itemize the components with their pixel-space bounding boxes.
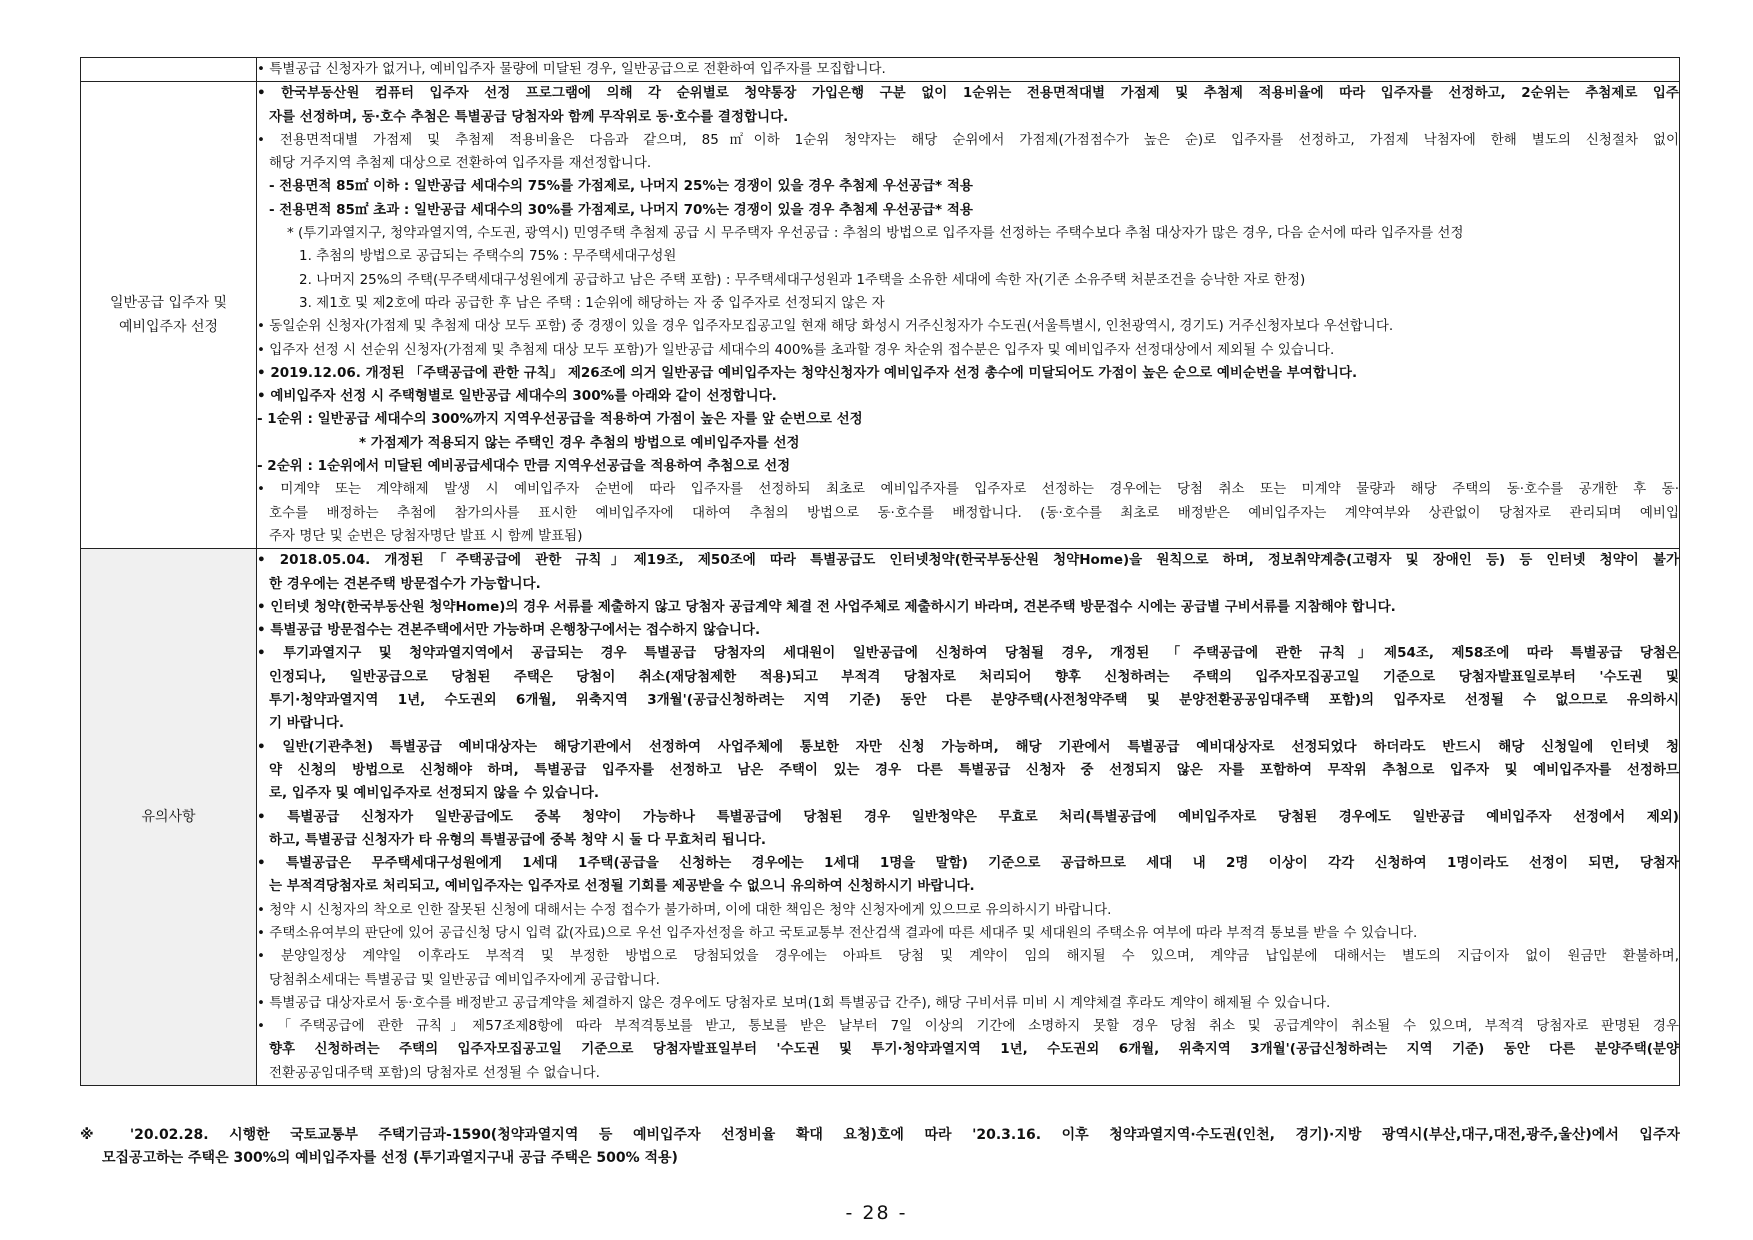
text-line: - 전용면적 85㎡ 이하 : 일반공급 세대수의 75%를 가점제로, 나머지 25%는 경쟁이 있을 경우 추첨제 우선공급* 적용: [269, 178, 973, 195]
bullet-item: • 특별공급 방문접수는 견본주택에서만 가능하며 은행창구에서는 접수하지 않습니다.: [257, 619, 1679, 642]
text-line: 약 신청의 방법으로 신청해야 하며, 특별공급 입주자를 선정하고 남은 주택이 있는 경우 다른 특별공급 신청자 중 선정되지 않은 자를 포함하여 무작위 추첨으로 입주자 및 예비입주자를 선정하므: [269, 761, 1679, 778]
text-line: * (투기과열지구, 청약과열지역, 수도권, 광역시) 민영주택 추첨제 공급 시 무주택자 우선공급 : 추첨의 방법으로 입주자를 선정하는 주택수보다 추첨 대상자가 많은 경우, 다음 순서에 따라 입주자를 선정: [287, 225, 1464, 242]
table-row: [81, 82, 1680, 549]
bullet-item: • 전용면적대별 가점제 및 추첨제 적용비율은 다음과 같으며, 85㎡이하 1순위 청약자는 해당 순위에서 가점제(가점점수가 높은 순)로 입주자를 선정하고, 가점제 낙첨자에 한해 별도의 신청절차 없이: [257, 129, 1679, 152]
footnote-line: ※ '20.02.28. 시행한 국토교통부 주택기금과-1590(청약과열지역 등 예비입주자 선정비율 확대 요청)호에 따라 '20.3.16. 이후 청약과열지역·수도권(인천, 경기)·지방 광역시(부산,대구,대전,광주,울산)에서 입주자: [80, 1127, 1680, 1143]
text-line: 3. 제1호 및 제2호에 따라 공급한 후 남은 주택 : 1순위에 해당하는 자 중 입주자로 선정되지 않은 자: [299, 294, 885, 311]
text-line: 2. 나머지 25%의 주택(무주택세대구성원에게 공급하고 남은 주택 포함) : 무주택세대구성원과 1주택을 소유한 세대에 속한 자(기존 소유주택 처분조건을 승낙한 자로 한정): [299, 271, 1306, 288]
bullet-item: • 청약 시 신청자의 착오로 인한 잘못된 신청에 대해서는 수정 접수가 불가하며, 이에 대한 책임은 청약 신청자에게 있으므로 유의하시기 바랍니다.: [257, 899, 1679, 922]
text-line: - 전용면적 85㎡ 초과 : 일반공급 세대수의 30%를 가점제로, 나머지 70%는 경쟁이 있을 경우 추첨제 우선공급* 적용: [269, 201, 973, 218]
row-content: [257, 82, 1680, 549]
bullet-item: • 입주자 선정 시 선순위 신청자(가점제 및 추첨제 대상 모두 포함)가 일반공급 세대수의 400%를 초과할 경우 차순위 접수분은 입주자 및 예비입주자 선정대상에서 제외될 수 있습니다.: [257, 339, 1679, 362]
bullet-item: • 예비입주자 선정 시 주택형별로 일반공급 세대수의 300%를 아래와 같이 선정합니다.: [257, 385, 1679, 408]
text-line: - 2순위 : 1순위에서 미달된 예비공급세대수 만큼 지역우선공급을 적용하여 추첨으로 선정: [257, 458, 791, 475]
notice-table: [80, 57, 1680, 1086]
row-content: [257, 549, 1680, 1086]
row-label-line: 유의사항: [141, 809, 196, 826]
table-row: [81, 58, 1680, 82]
bullet-item: • 주택소유여부의 판단에 있어 공급신청 당시 입력 값(자료)으로 우선 입주자선정을 하고 국토교통부 전산검색 결과에 따른 세대주 및 세대원의 주택소유 여부에 따라 부적격 통보를 받을 수 있습니다.: [257, 922, 1679, 945]
bullet-item: • 인터넷 청약(한국부동산원 청약Home)의 경우 서류를 제출하지 않고 당첨자 공급계약 체결 전 사업주체로 제출하시기 바라며, 견본주택 방문접수 시에는 공급별 구비서류를 지참해야 합니다.: [257, 596, 1679, 619]
bullet-item: • 특별공급 대상자로서 동·호수를 배정받고 공급계약을 체결하지 않은 경우에도 당첨자로 보며(1회 특별공급 간주), 해당 구비서류 미비 시 계약체결 후라도 계약이 해제될 수 있습니다.: [257, 992, 1679, 1015]
row-label-general-supply: [81, 82, 257, 549]
text-line: 로, 입주자 및 예비입주자로 선정되지 않을 수 있습니다.: [269, 785, 600, 802]
text-line: 자를 선정하며, 동·호수 추첨은 특별공급 당첨자와 함께 무작위로 동·호수를 결정합니다.: [269, 108, 789, 125]
footnote-line: 모집공고하는 주택은 300%의 예비입주자를 선정 (투기과열지구내 공급 주택은 500% 적용): [102, 1150, 678, 1167]
text-line: 호수를 배정하는 추첨에 참가의사를 표시한 예비입주자에 대하여 추첨의 방법으로 동·호수를 배정합니다. (동·호수를 최초로 배정받은 예비입주자는 계약여부와 상관없이 당첨자로 관리되며 예비입: [269, 504, 1679, 521]
text-line: 는 부적격당첨자로 처리되고, 예비입주자는 입주자로 선정될 기회를 제공받을 수 없으니 유의하여 신청하시기 바랍니다.: [269, 878, 975, 895]
bullet-item: • 미계약 또는 계약해제 발생 시 예비입주자 순번에 따라 입주자를 선정하되 최초로 예비입주자를 입주자로 선정하는 경우에는 당첨 취소 또는 미계약 물량과 해당 주택의 동·호수를 공개한 후 동·: [257, 478, 1679, 501]
bullet-item: • 분양일정상 계약일 이후라도 부적격 및 부정한 방법으로 당첨되었을 경우에는 아파트 당첨 및 계약이 임의 해지될 수 있으며, 계약금 납입분에 대해서는 별도의 지급이자 없이 원금만 환불하며,: [257, 945, 1679, 968]
table-row: [81, 549, 1680, 1086]
bullet-item: • 특별공급 신청자가 일반공급에도 중복 청약이 가능하나 특별공급에 당첨된 경우 일반청약은 무효로 처리(특별공급에 예비입주자로 당첨된 경우에도 일반공급 예비입주자 선정에서 제외): [257, 806, 1679, 829]
text-line: 투기·청약과열지역 1년, 수도권외 6개월, 위축지역 3개월'(공급신청하려는 지역 기준) 동안 다른 분양주택(사전청약주택 및 분양전환공공임대주택 포함)의 입주자로 선정될 수 없으므로 유의하시: [269, 692, 1679, 709]
bullet-item: • 특별공급 신청자가 없거나, 예비입주자 물량에 미달된 경우, 일반공급으로 전환하여 입주자를 모집합니다.: [257, 58, 1679, 81]
bullet-item: • 투기과열지구 및 청약과열지역에서 공급되는 경우 특별공급 당첨자의 세대원이 일반공급에 신청하여 당첨될 경우, 개정된 「주택공급에 관한 규칙」제54조, 제58조에 따라 특별공급 당첨은: [257, 642, 1679, 665]
footnote: [80, 1124, 1680, 1171]
row-label-line: 일반공급 입주자 및: [109, 295, 228, 312]
text-line: 한 경우에는 견본주택 방문접수가 가능합니다.: [269, 575, 541, 592]
row-label-empty: [81, 58, 257, 82]
text-line: 하고, 특별공급 신청자가 타 유형의 특별공급에 중복 청약 시 둘 다 무효처리 됩니다.: [269, 831, 767, 848]
text-line: * 가점제가 적용되지 않는 주택인 경우 추첨의 방법으로 예비입주자를 선정: [359, 434, 800, 451]
page-number: - 28 -: [845, 1202, 908, 1224]
text-line: 당첨취소세대는 특별공급 및 일반공급 예비입주자에게 공급합니다.: [269, 971, 660, 988]
row-content: [257, 58, 1680, 82]
text-line: 기 바랍니다.: [269, 715, 345, 732]
bullet-item: • 「주택공급에 관한 규칙」제57조제8항에 따라 부적격통보를 받고, 통보를 받은 날부터 7일 이상의 기간에 소명하지 못할 경우 당첨 취소 및 공급계약이 취소될 수 있으며, 부적격 당첨자로 판명된 경우: [257, 1015, 1679, 1038]
text-line: 향후 신청하려는 주택의 입주자모집공고일 기준으로 당첨자발표일부터 '수도권 및 투기·청약과열지역 1년, 수도권외 6개월, 위축지역 3개월'(공급신청하려는 지역 기준) 동안 다른 분양주택(분양: [269, 1041, 1679, 1058]
text-line: 전환공공임대주택 포함)의 당첨자로 선정될 수 없습니다.: [269, 1064, 600, 1081]
text-line: 해당 거주지역 추첨제 대상으로 전환하여 입주자를 재선정합니다.: [269, 155, 652, 172]
text-line: 주자 명단 및 순번은 당첨자명단 발표 시 함께 발표됨): [269, 527, 583, 544]
text-line: 1. 추첨의 방법으로 공급되는 주택수의 75% : 무주택세대구성원: [299, 248, 677, 265]
row-label-notes: [81, 549, 257, 1086]
text-line: - 1순위 : 일반공급 세대수의 300%까지 지역우선공급을 적용하여 가점이 높은 자를 앞 순번으로 선정: [257, 411, 863, 428]
bullet-item: • 한국부동산원 컴퓨터 입주자 선정 프로그램에 의해 각 순위별로 청약통장 가입은행 구분 없이 1순위는 전용면적대별 가점제 및 추첨제 적용비율에 따라 입주자를 선정하고, 2순위는 추첨제로 입주: [257, 82, 1679, 105]
bullet-item: • 동일순위 신청자(가점제 및 추첨제 대상 모두 포함) 중 경쟁이 있을 경우 입주자모집공고일 현재 해당 화성시 거주신청자가 수도권(서울특별시, 인천광역시, 경기도) 거주신청자보다 우선합니다.: [257, 315, 1679, 338]
bullet-item: • 일반(기관추천) 특별공급 예비대상자는 해당기관에서 선정하여 사업주체에 통보한 자만 신청 가능하며, 해당 기관에서 특별공급 예비대상자로 선정되었다 하더라도 반드시 해당 신청일에 인터넷 청: [257, 736, 1679, 759]
text-line: 인정되나, 일반공급으로 당첨된 주택은 당첨이 취소(재당첨제한 적용)되고 부적격 당첨자로 처리되어 향후 신청하려는 주택의 입주자모집공고일 기준으로 당첨자발표일로부터 '수도권 및: [269, 668, 1679, 685]
bullet-item: • 2018.05.04. 개정된「주택공급에 관한 규칙」제19조, 제50조에 따라 특별공급도 인터넷청약(한국부동산원 청약Home)을 원칙으로 하며, 정보취약계층(고령자 및 장애인 등) 등 인터넷 청약이 불가: [257, 549, 1679, 572]
bullet-item: • 2019.12.06. 개정된 「주택공급에 관한 규칙」 제26조에 의거 일반공급 예비입주자는 청약신청자가 예비입주자 선정 총수에 미달되어도 가점이 높은 순으로 예비순번을 부여합니다.: [257, 362, 1679, 385]
row-label-line: 예비입주자 선정: [118, 319, 219, 336]
bullet-item: • 특별공급은 무주택세대구성원에게 1세대 1주택(공급을 신청하는 경우에는 1세대 1명을 말함) 기준으로 공급하므로 세대 내 2명 이상이 각각 신청하여 1명이라도 선정이 되면, 당첨자: [257, 852, 1679, 875]
